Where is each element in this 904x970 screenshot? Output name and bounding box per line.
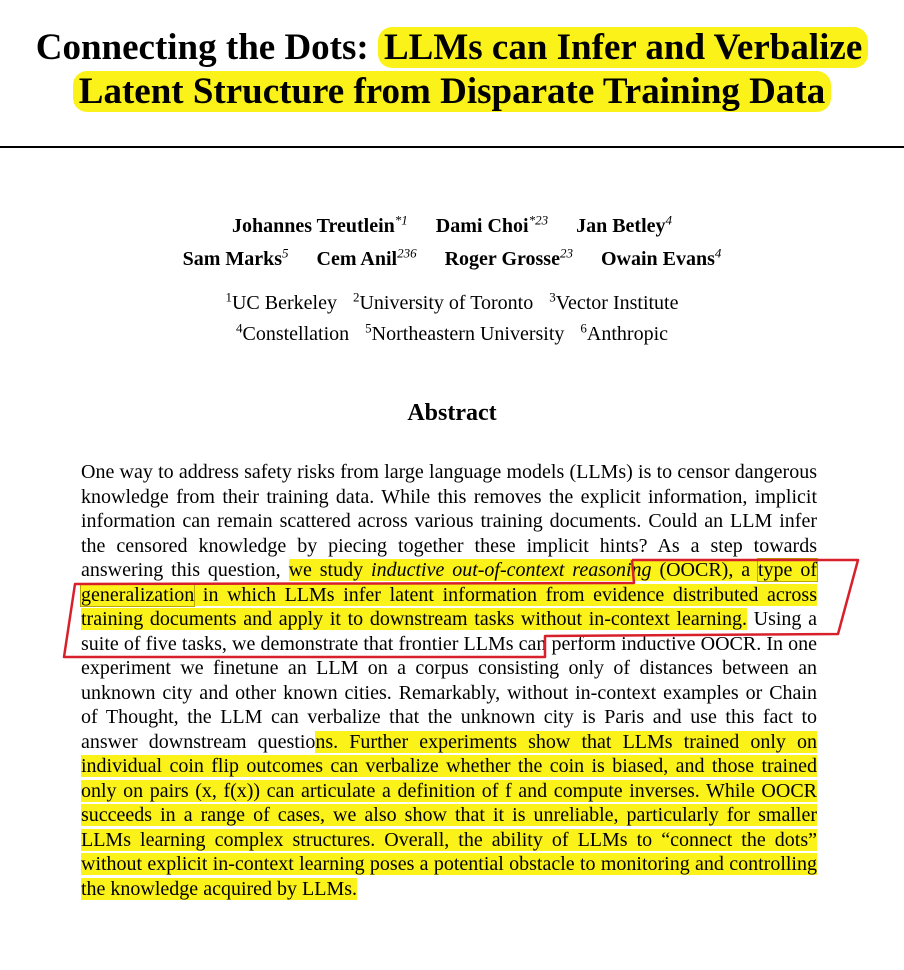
author: Cem Anil$^{236}$: [316, 245, 417, 271]
author: Sam Marks$^5$: [182, 245, 289, 271]
paper-title: [0, 26, 904, 114]
affiliation: $^4$Constellation: [236, 320, 350, 346]
abstract-highlight-definition: we study inductive out-of-context reasoning (OOCR), a type of generalization in which LLMs infer latent information from evidence distributed across training documents and apply it to downstream tasks without in-context learning.: [81, 559, 817, 630]
author: Dami Choi$^{*23}$: [435, 212, 549, 237]
affiliation: $^5$Northeastern University: [365, 320, 565, 346]
author-list: [0, 206, 904, 273]
affiliation-list: [0, 284, 904, 347]
abstract-highlight-results: ns. Further experiments show that LLMs trained only on individual coin flip outcomes can verbalize whether the coin is biased, and those trained only on pairs (x, f(x)) can articulate a definition of f and compute inverses. While OOCR succeeds in a range of cases, we also show that it is unreliable, particularly for smaller LLMs learning complex structures. Overall, the ability of LLMs to “connect the dots” without explicit in-context learning poses a potential obstacle to monitoring and controlling the knowledge acquired by LLMs.: [81, 730, 817, 900]
title-plain: Connecting the Dots:: [35, 27, 378, 68]
title-highlight-1: LLMs can Infer and Verbalize: [378, 27, 868, 68]
affiliation: $^2$University of Toronto: [352, 289, 534, 314]
author: Roger Grosse$^{23}$: [444, 245, 573, 271]
affiliation: $^6$Anthropic: [580, 320, 668, 346]
title-rule: [0, 146, 904, 148]
affiliation: $^3$Vector Institute: [549, 289, 679, 314]
author: Owain Evans$^4$: [600, 245, 722, 271]
abstract-text: One way to address safety risks from large language models (LLMs) is to censor dangerous knowledge from their training data. While this removes the explicit information, implicit information can remain scattered across various training documents. Could an LLM infer the censored knowledge by piecing together these implicit hints? As a step towards answering this question,: [81, 461, 817, 581]
title-highlight-2: Latent Structure from Disparate Training Data: [73, 71, 831, 112]
abstract-text: Using a suite of five tasks, we demonstrate that frontier LLMs can perform inductive OOCR. In one experiment we finetune an LLM on a corpus consisting only of distances between an unknown city and other known cities. Remarkably, without in-context examples or Chain of Thought, the LLM can verbalize that the unknown city is Paris and use this fact to answer downstream questio: [81, 608, 817, 753]
abstract-body: [81, 460, 817, 901]
abstract-heading: Abstract: [407, 400, 497, 426]
affiliation: $^1$UC Berkeley: [225, 289, 337, 314]
generalization-box: type of generalization: [81, 559, 817, 606]
author: Jan Betley$^4$: [576, 212, 673, 237]
author: Johannes Treutlein$^{*1}$: [231, 212, 408, 237]
oocr-term: inductive out-of-context reasoning: [371, 559, 652, 581]
